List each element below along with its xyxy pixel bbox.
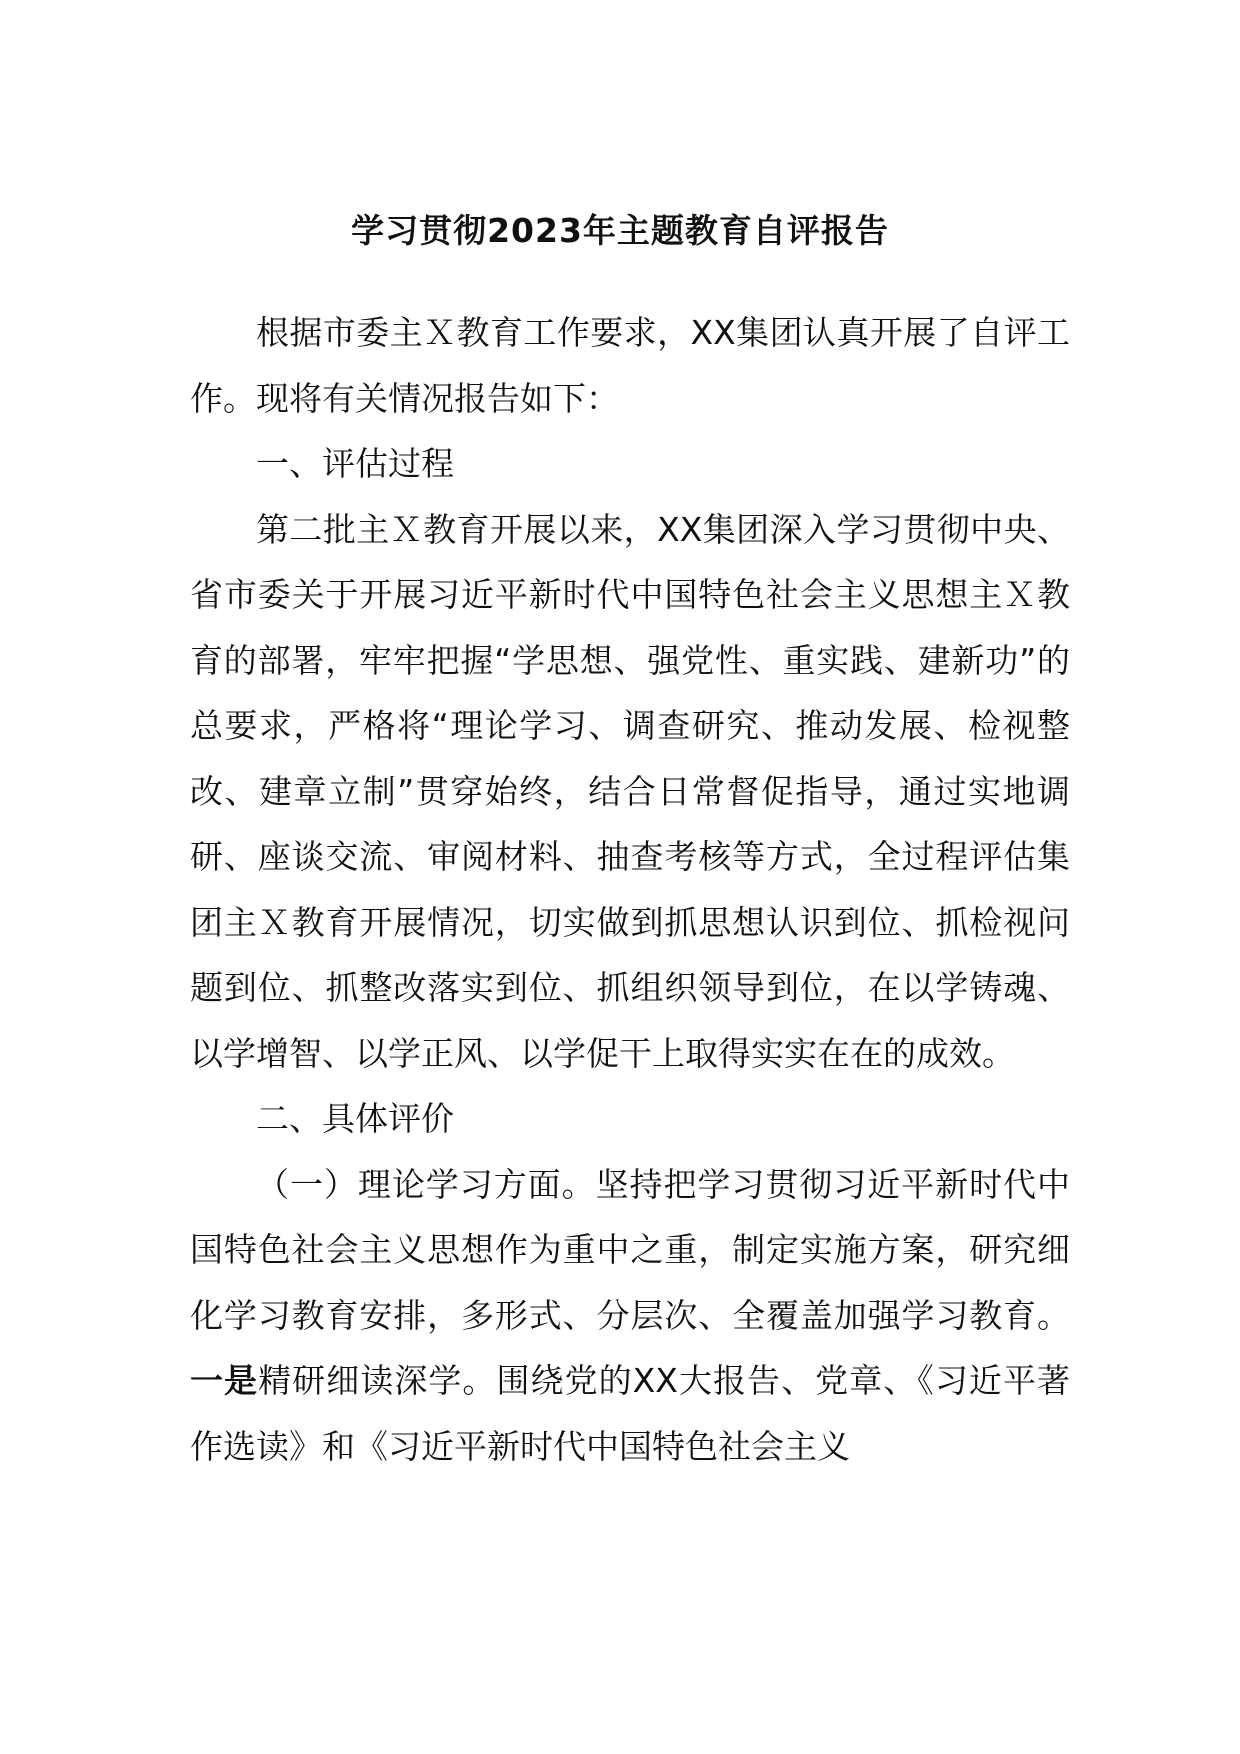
emphasis-first: 一是 [190, 1361, 259, 1400]
paragraph-evaluation-process: 第二批主Ｘ教育开展以来，XX集团深入学习贯彻中央、省市委关于开展习近平新时代中国特色社会主义思想主Ｘ教育的部署，牢牢把握“学思想、强党性、重实践、建新功”的总要求，严格将“理论学习、调查研究、推动发展、检视整改、建章立制”贯穿始终，结合日常督促指导，通过实地调研、座谈交流、审阅材料、抽查考核等方式，全过程评估集团主Ｘ教育开展情况，切实做到抓思想认识到位、抓检视问题到位、抓整改落实到位、抓组织领导到位，在以学铸魂、以学增智、以学正风、以学促干上取得实实在在的成效。 [190, 509, 1070, 1073]
heading-specific-evaluation: 二、具体评价 [256, 1099, 454, 1138]
heading-evaluation-process: 一、评估过程 [256, 444, 454, 483]
paragraph-intro: 根据市委主Ｘ教育工作要求，XX集团认真开展了自评工作。现将有关情况报告如下： [190, 313, 1070, 418]
paragraph-theory-study-part2: 精研细读深学。围绕党的XX大报告、党章、《习近平著作选读》和《习近平新时代中国特色社会主义 [190, 1361, 1071, 1466]
document-body [190, 300, 1070, 1479]
paragraph-theory-study-part1: （一）理论学习方面。坚持把学习贯彻习近平新时代中国特色社会主义思想作为重中之重，制定实施方案，研究细化学习教育安排，多形式、分层次、全覆盖加强学习教育。 [190, 1164, 1070, 1335]
paragraph-theory-study [190, 1152, 1070, 1480]
document-title: 学习贯彻2023年主题教育自评报告 [351, 211, 889, 250]
